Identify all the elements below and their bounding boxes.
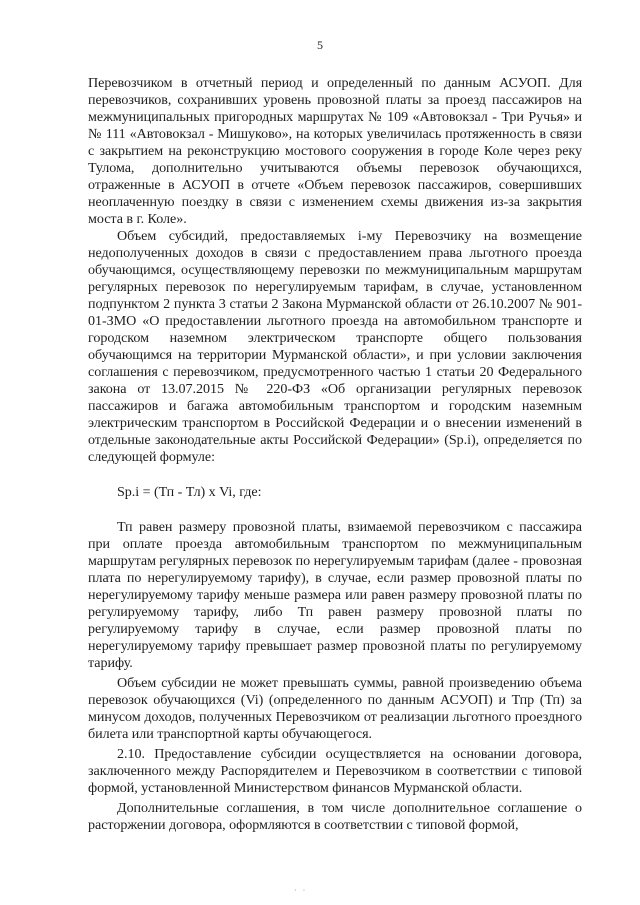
paragraph-subsidy-limit: Объем субсидии не может превышать суммы, равной произведению объема перевозок обучающихся (Vi) (определенного по данным АСУОП) и Тпр (Тп) за минусом доходов, полученных Перевозчиком от реализации льготного проездного билета или транспортной карты обучающегося. <box>88 675 582 742</box>
paragraph-additional-agreements: Дополнительные соглашения, в том числе дополнительное соглашение о расторжении договора, оформляются в соответствии с типовой формой, <box>88 800 582 833</box>
paragraph-tp-definition: Тп равен размеру провозной платы, взимаемой перевозчиком с пассажира при оплате проезда автомобильным транспортом по межмуниципальным маршрутам регулярных перевозок по нерегулируемым тарифам (далее - провозная плата по нерегулируемому тарифу), в случае, если размер провозной платы по нерегулируемому тарифу меньше размера или равен размеру провозной платы по регулируемому тарифу, либо Тп равен размеру провозной платы по регулируемому тарифу в случае, если размер провозной платы по нерегулируемому тарифу превышает размер провозной платы по регулируемому тарифу. <box>88 519 582 671</box>
document-body <box>88 75 582 834</box>
paragraph-2-10: 2.10. Предоставление субсидии осуществляется на основании договора, заключенного между Распорядителем и Перевозчиком в соответствии с типовой формой, установленной Министерством финансов Мурманской области. <box>88 746 582 796</box>
scan-artifact: · · <box>294 886 308 895</box>
page-number: 5 <box>317 38 323 52</box>
paragraph-subsidy-volume: Объем субсидий, предоставляемых i-му Перевозчику на возмещение недополученных доходов в связи с предоставлением права льготного проезда обучающимся, осуществляющему перевозки по межмуниципальным маршрутам регулярных перевозок по нерегулируемым тарифам, в случае, установленном подпунктом 2 пункта 3 статьи 2 Закона Мурманской области от 26.10.2007 № 901-01-ЗМО «О предоставлении льготного проезда на автомобильном транспорте и городском наземном электрическом транспорте общего пользования обучающимся на территории Мурманской области», и при условии заключения соглашения с перевозчиком, предусмотренного частью 1 статьи 20 Федерального закона от 13.07.2015 № 220-ФЗ «Об организации регулярных перевозок пассажиров и багажа автомобильным транспортом и городским наземным электрическим транспортом в Российской Федерации и о внесении изменений в отдельные законодательные акты Российской Федерации» (Sp.i), определяется по следующей формуле: <box>88 228 582 465</box>
formula: Sp.i = (Тп - Тл) х Vi, где: <box>117 484 262 500</box>
paragraph-continuation: Перевозчиком в отчетный период и определенный по данным АСУОП. Для перевозчиков, сохранивших уровень провозной платы за проезд пассажиров на межмуниципальных пригородных маршрутах № 109 «Автовокзал - Три Ручья» и № 111 «Автовокзал - Мишуково», на которых увеличилась протяженность в связи с закрытием на реконструкцию мостового сооружения в городе Коле через реку Тулома, дополнительно учитываются объемы перевозок обучающихся, отраженные в АСУОП в отчете «Объем перевозок пассажиров, совершивших неоплаченную поездку в связи с изменением схемы движения из-за закрытия моста в г. Коле». <box>88 75 582 227</box>
